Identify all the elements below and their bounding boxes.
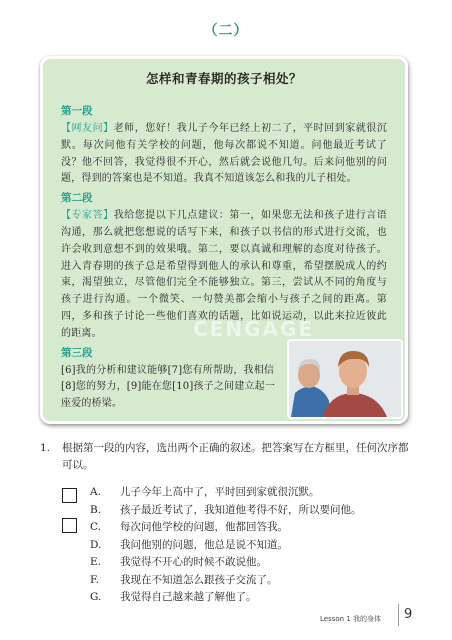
option-text: 每次问他学校的问题，他都回答我。 (120, 521, 288, 533)
answer-box-1[interactable] (62, 488, 77, 503)
para3-text: [6]我的分析和建议能够[7]您有所帮助，我相信[8]您的努力，[9]能在您[10]孩子之间建立起一座爱的桥梁。 (61, 364, 276, 410)
question-number: 1. (40, 442, 51, 454)
options-list (90, 484, 410, 607)
option-text: 孩子最近考试了，我知道他考得不好，所以要问他。 (120, 503, 362, 516)
question-text: 根据第一段的内容，选出两个正确的叙述。把答案写在方框里，任何次序都可以。 (62, 442, 409, 471)
option-letter: C. (90, 521, 101, 533)
option-letter: D. (90, 538, 102, 551)
option-text: 我觉得自己越来越了解他了。 (120, 591, 257, 603)
option-e (90, 554, 410, 572)
watermark-logo: CENGAGE (193, 317, 315, 341)
footer-divider (398, 604, 399, 626)
reading-card (40, 56, 408, 424)
option-letter: E. (90, 556, 102, 568)
option-c (90, 519, 410, 537)
para3-label: 第三段 (61, 346, 93, 359)
option-text: 我问他别的问题，他总是说不知道。 (120, 538, 288, 551)
option-text: 我觉得不开心的时候不敢说他。 (120, 556, 267, 568)
option-text: 儿子今年上高中了，平时回到家就很沉默。 (120, 486, 320, 498)
option-g (90, 589, 410, 607)
option-letter: G. (90, 591, 102, 603)
option-d (90, 537, 410, 555)
option-b (90, 502, 410, 520)
para2-label: 第二段 (61, 192, 93, 205)
para1 (61, 121, 387, 188)
section-heading: （二） (203, 23, 249, 39)
card-title: 怎样和青春期的孩子相处？ (145, 71, 302, 86)
para1-label: 第一段 (61, 105, 93, 117)
photo-illustration (289, 341, 401, 417)
footer-lesson: Lesson 1 我的身体 (320, 615, 382, 623)
option-letter: A. (90, 486, 101, 498)
option-text: 我现在不知道怎么跟孩子交流了。 (120, 573, 278, 586)
option-a (90, 484, 410, 502)
answer-box-2[interactable] (62, 518, 77, 533)
page-number: 9 (404, 607, 413, 622)
option-letter: B. (90, 503, 102, 516)
para2-tag: 【专家答】 (61, 210, 114, 222)
option-f (90, 572, 410, 590)
para2-text: 我给您提以下几点建议：第一，如果您无法和孩子进行言语沟通，那么就把您想说的话写下来，和孩子以书信的形式进行交流，也许会收到意想不到的效果哦。第二，要以真诚和理解的态度对待孩子。进入青春期的孩子总是希望得到他人的承认和尊重，希望摆脱成人的约束，渴望独立，尽管他们完全不能够独立。第三，尝试从不同的角度与孩子进行沟通。一个微笑、一句赞美都会缩小与孩子之间的距离。第四，多和孩子讨论一些他们喜欢的话题，比如说运动，以此来拉近彼此的距离。 (61, 210, 388, 339)
question-1 (40, 440, 410, 474)
option-letter: F. (90, 573, 99, 586)
para1-tag: 【网友问】 (61, 123, 114, 134)
father-son-photo (287, 339, 403, 419)
para1-text: 老师，您好！我儿子今年已经上初二了，平时回到家就很沉默。每次问他有关学校的问题，他每次都说不知道。问他最近考试了没？他不回答，我觉得很不开心，然后就会说他几句。后来问他别的问题，得到的答案也是不知道。我真不知道该怎么和我的儿子相处。 (61, 123, 388, 185)
